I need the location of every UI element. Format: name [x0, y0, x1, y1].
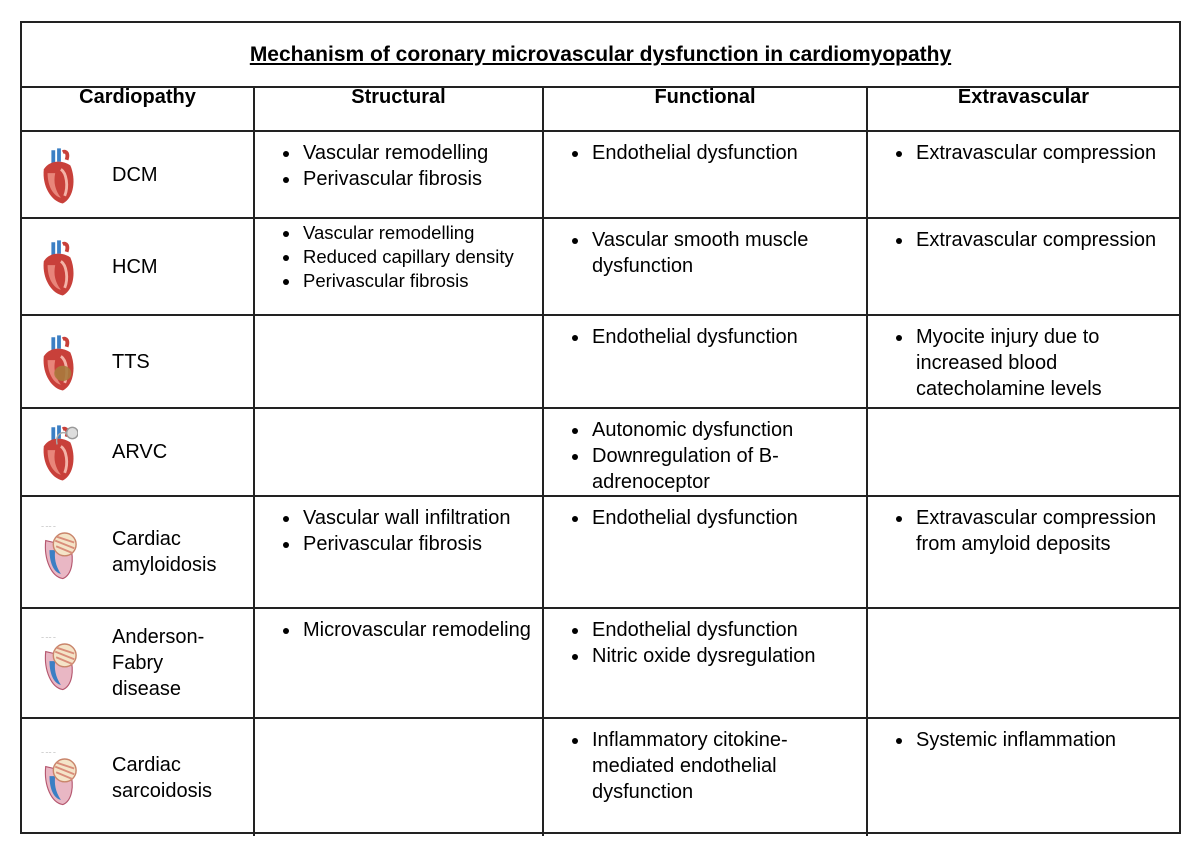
takotsubo-heart-icon: [40, 330, 78, 394]
functional-list: [544, 132, 866, 166]
functional-cell: [543, 131, 867, 218]
extravascular-item: • Extravascular compression: [914, 227, 1173, 253]
header-row: [22, 86, 1179, 131]
fabry-heart-icon: [40, 631, 78, 695]
table-row: [22, 608, 1179, 718]
extravascular-list: [868, 219, 1179, 253]
functional-item: • Autonomic dysfunction: [590, 417, 860, 443]
functional-list: [544, 497, 866, 531]
header-cardiopathy: Cardiopathy: [22, 86, 254, 131]
extravascular-cell: [867, 718, 1179, 836]
extravascular-cell: [867, 408, 1179, 496]
cardiopathy-cell: [22, 608, 254, 718]
structural-list: [255, 219, 542, 293]
structural-item: • Vascular remodelling: [301, 221, 536, 245]
structural-item: • Perivascular fibrosis: [301, 269, 536, 293]
cardiopathy-name: TTS: [112, 350, 150, 373]
header-functional: Functional: [543, 86, 867, 131]
dilated-heart-icon: [40, 143, 78, 207]
cardiopathy-name: DCM: [112, 163, 158, 186]
functional-cell: [543, 315, 867, 408]
functional-list: [544, 219, 866, 279]
extravascular-item: • Myocite injury due to increased blood catecholamine levels: [914, 324, 1173, 402]
structural-list: [255, 497, 542, 557]
structural-item: • Vascular wall infiltration: [301, 505, 536, 531]
extravascular-item: • Systemic inflammation: [914, 727, 1173, 753]
structural-item: • Vascular remodelling: [301, 140, 536, 166]
table-row: [22, 315, 1179, 408]
sarcoid-heart-icon: [40, 746, 78, 810]
functional-item: • Vascular smooth muscle dysfunction: [590, 227, 860, 279]
heart-with-device-icon: [40, 420, 78, 484]
extravascular-item: • Extravascular compression from amyloid deposits: [914, 505, 1173, 557]
mechanism-table: [22, 86, 1179, 836]
structural-cell: [254, 315, 543, 408]
functional-cell: [543, 718, 867, 836]
extravascular-list: [868, 132, 1179, 166]
extravascular-list: [868, 497, 1179, 557]
table-row: [22, 218, 1179, 315]
svg-text:~ ~~ ~: ~ ~~ ~: [40, 749, 57, 755]
amyloid-heart-icon: [40, 520, 78, 584]
functional-item: • Endothelial dysfunction: [590, 505, 860, 531]
functional-item: • Inflammatory citokine-mediated endothelial dysfunction: [590, 727, 860, 805]
table-body: [22, 131, 1179, 836]
extravascular-cell: [867, 608, 1179, 718]
functional-list: [544, 316, 866, 350]
hypertrophic-heart-icon: [40, 235, 78, 299]
structural-item: • Perivascular fibrosis: [301, 531, 536, 557]
table-frame: [20, 21, 1181, 834]
header-structural: Structural: [254, 86, 543, 131]
functional-list: [544, 409, 866, 495]
cardiopathy-name: ARVC: [112, 441, 168, 463]
structural-list: [255, 609, 542, 643]
structural-list: [255, 132, 542, 192]
functional-cell: [543, 218, 867, 315]
cardiopathy-name: Cardiac sarcoidosis: [112, 753, 213, 802]
cardiopathy-name: HCM: [112, 255, 158, 278]
structural-item: • Reduced capillary density: [301, 245, 536, 269]
extravascular-list: [868, 316, 1179, 402]
cardiopathy-cell: [22, 718, 254, 836]
extravascular-cell: [867, 218, 1179, 315]
structural-cell: [254, 718, 543, 836]
structural-item: • Microvascular remodeling: [301, 617, 536, 643]
functional-list: [544, 609, 866, 669]
functional-item: • Endothelial dysfunction: [590, 617, 860, 643]
extravascular-item: • Extravascular compression: [914, 140, 1173, 166]
extravascular-cell: [867, 131, 1179, 218]
structural-item: • Perivascular fibrosis: [301, 166, 536, 192]
cardiopathy-cell: [22, 218, 254, 315]
extravascular-cell: [867, 315, 1179, 408]
structural-cell: [254, 131, 543, 218]
functional-cell: [543, 608, 867, 718]
functional-list: [544, 719, 866, 805]
structural-cell: [254, 496, 543, 608]
functional-item: • Endothelial dysfunction: [590, 324, 860, 350]
functional-item: • Endothelial dysfunction: [590, 140, 860, 166]
page-title: Mechanism of coronary microvascular dysfunction in cardiomyopathy: [249, 42, 952, 66]
cardiopathy-cell: [22, 496, 254, 608]
extravascular-cell: [867, 496, 1179, 608]
svg-text:~ ~~ ~: ~ ~~ ~: [40, 635, 57, 641]
svg-text:~ ~~ ~: ~ ~~ ~: [40, 524, 57, 530]
structural-cell: [254, 408, 543, 496]
cardiopathy-cell: [22, 315, 254, 408]
table-row: [22, 496, 1179, 608]
functional-cell: [543, 408, 867, 496]
cardiopathy-name: Anderson-Fabry disease: [112, 626, 205, 700]
functional-cell: [543, 496, 867, 608]
title-row: [22, 23, 1179, 88]
cardiopathy-name: Cardiac amyloidosis: [112, 528, 217, 576]
header-extravascular: Extravascular: [867, 86, 1179, 131]
cardiopathy-cell: [22, 131, 254, 218]
structural-cell: [254, 218, 543, 315]
functional-item: • Nitric oxide dysregulation: [590, 643, 860, 669]
extravascular-list: [868, 719, 1179, 753]
structural-cell: [254, 608, 543, 718]
table-row: [22, 408, 1179, 496]
functional-item: • Downregulation of B-adrenoceptor: [590, 443, 860, 495]
table-row: [22, 718, 1179, 836]
cardiopathy-cell: [22, 408, 254, 496]
table-row: [22, 131, 1179, 218]
